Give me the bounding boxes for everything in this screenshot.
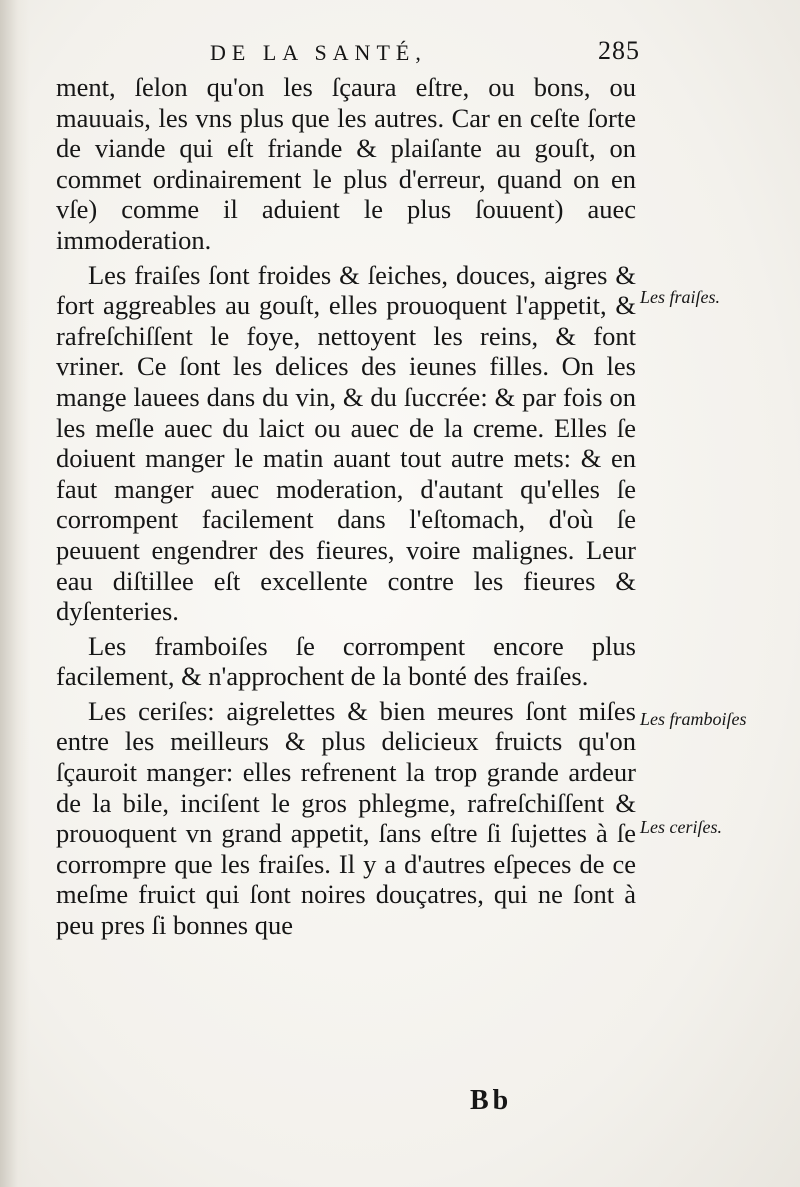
page-number: 285 [598,36,640,65]
paragraph-continuation: ment, ſelon qu'on les ſçaura eſtre, ou bons, ou mauuais, les vns plus que les autres. Car en ceſte ſorte de viande qui eſt friande & plaiſante au gouſt, on commet ordinairement le plus d'erreur, quand on en vſe) comme il aduient le plus ſouuent) auec immoderation. [56,72,636,255]
paragraph-fraises: Les fraiſes ſont froides & ſeiches, douces, aigres & fort aggreables au gouſt, elles prouoquent l'appetit, & rafreſchiſſent le foye, nettoyent les reins, & font vriner. Ce ſont les delices des ieunes filles. On les mange lauees dans du vin, & du ſuccrée: & par fois on les meſle auec du laict ou auec de la creme. Elles ſe doiuent manger le matin auant tout autre mets: & en faut manger auec moderation, d'autant qu'elles ſe corrompent facilement dans l'eſtomach, d'où ſe peuuent engendrer des fieures, voire malignes. Leur eau diſtillee eſt excellente contre les fieures & dyſenteries. [56,259,636,627]
signature-mark: Bb [470,1085,513,1116]
page-header [210,36,640,74]
page-gutter-shadow [0,0,30,1187]
margin-note-fraises: Les fraiſes. [640,287,721,307]
paragraph-cerises: Les ceriſes: aigrelettes & bien meures ſont miſes entre les meilleurs & plus delicieux fruicts qu'on ſçauroit manger: elles refrenent la trop grande ardeur de la bile, inciſent le gros phlegme, rafreſchiſſent & prouoquent vn grand appetit, ſans eſtre ſi ſujettes à ſe corrompre que les fraiſes. Il y a d'autres eſpeces de ce meſme fruict qui ſont noires douçatres, qui ne ſont à peu pres ſi bonnes que [56,695,636,941]
margin-note-framboises: Les framboiſes [640,709,747,729]
main-text-block [56,72,636,941]
paragraph-framboises: Les framboiſes ſe corrompent encore plus facilement, & n'approchent de la bonté des fraiſes. [56,630,636,692]
running-title: DE LA SANTÉ, [210,40,427,65]
margin-note-cerises: Les ceriſes. [640,817,722,837]
